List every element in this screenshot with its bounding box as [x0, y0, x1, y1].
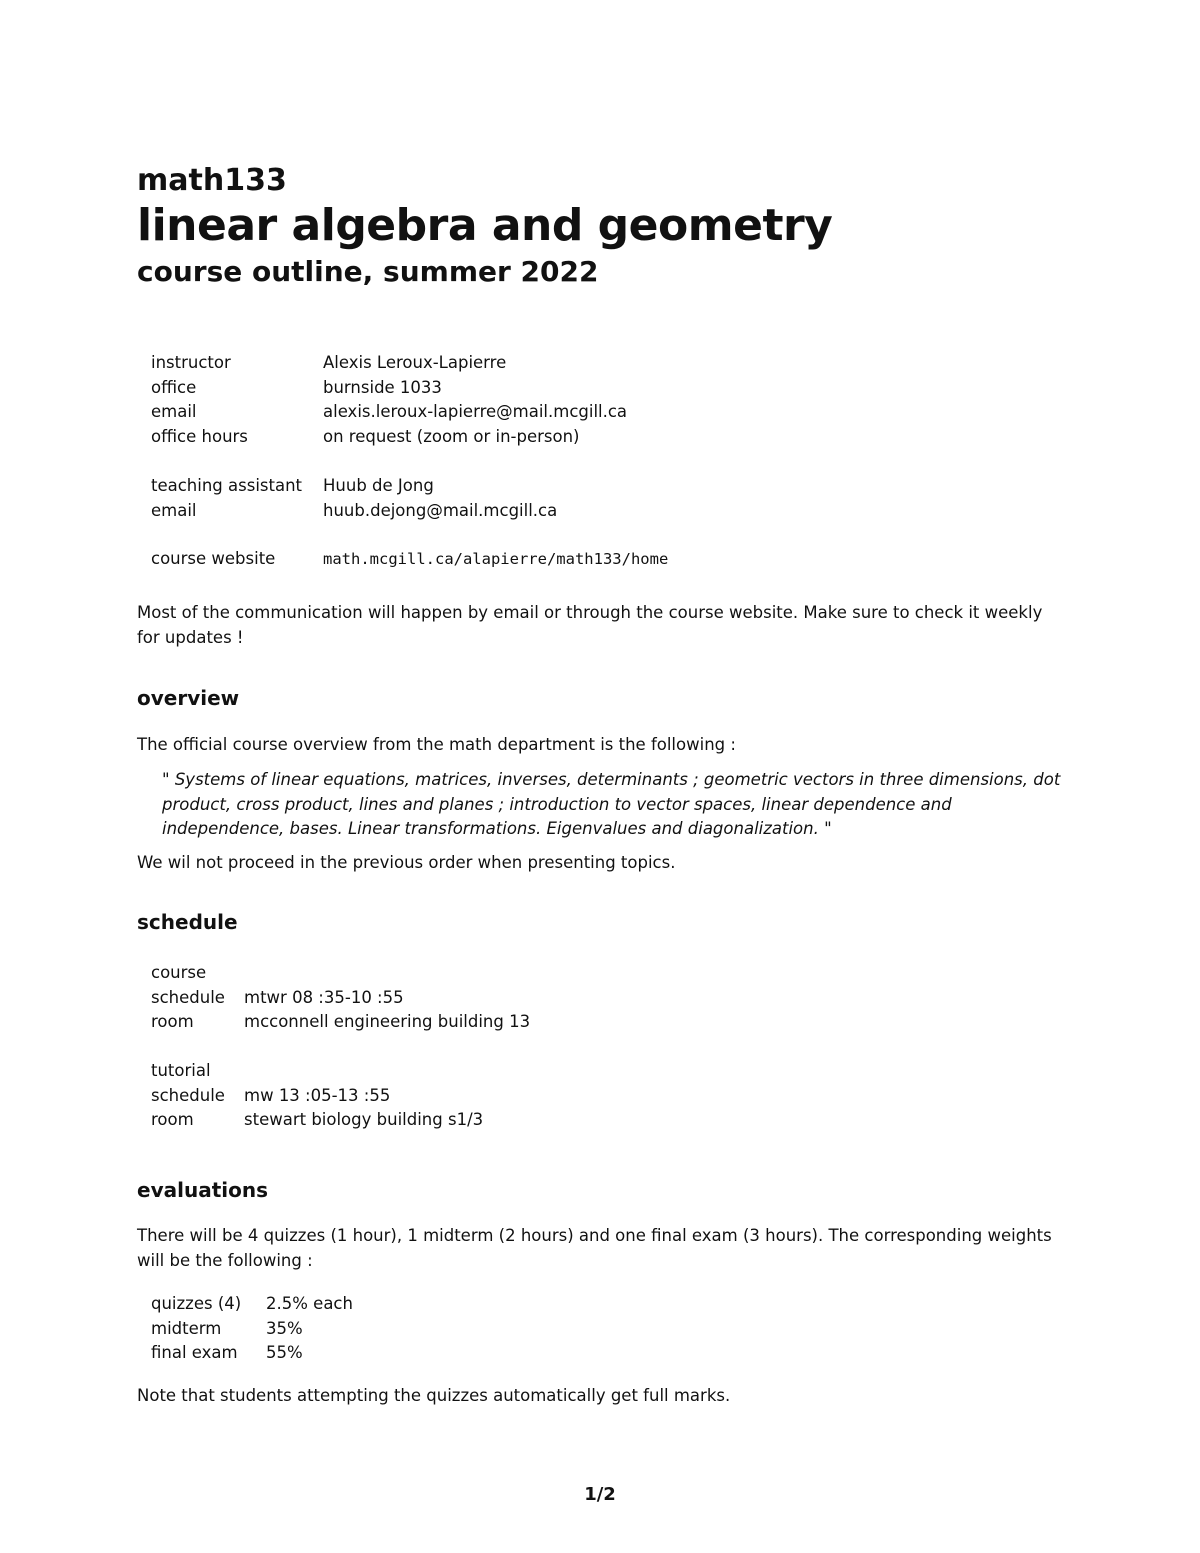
office-hours-value: on request (zoom or in-person) — [323, 426, 580, 446]
course-subtitle: course outline, summer 2022 — [137, 255, 599, 288]
course-code: math133 — [137, 163, 287, 198]
evaluations-heading: evaluations — [137, 1178, 268, 1202]
weight-label: final exam — [151, 1343, 238, 1362]
weight-value: 55% — [266, 1343, 303, 1362]
instructor-name: Alexis Leroux-Lapierre — [323, 353, 507, 372]
overview-note: We wil not proceed in the previous order when presenting topics. — [137, 853, 676, 872]
overview-quote: " Systems of linear equations, matrices, inverses, determinants ; geometric vectors in three dimensions, dot product, cross product, lines and planes ; introduction to vector spaces, linear dependence and independence, bases. Linear transformations. Eigenvalues and diagonalization. " — [162, 770, 1061, 838]
course-title: linear algebra and geometry — [137, 200, 833, 251]
ta-email: huub.dejong@mail.mcgill.ca — [323, 500, 558, 520]
group-title: tutorial — [151, 1061, 211, 1080]
schedule-value: mw 13 :05-13 :55 — [244, 1085, 391, 1105]
schedule-label: room — [151, 1110, 194, 1129]
weight-value: 35% — [266, 1318, 303, 1338]
weight-value: 2.5% each — [266, 1294, 353, 1313]
weight-label: quizzes (4) — [151, 1294, 242, 1313]
schedule-label: room — [151, 1012, 194, 1031]
info-label: course website — [151, 549, 276, 568]
schedule-label: schedule — [151, 1085, 225, 1105]
instructor-email: alexis.leroux-lapierre@mail.mcgill.ca — [323, 402, 628, 421]
info-label: teaching assistant — [151, 476, 303, 495]
room-value: stewart biology building s1/3 — [244, 1110, 484, 1129]
info-label: email — [151, 402, 197, 421]
course-website-link[interactable]: math.mcgill.ca/alapierre/math133/home — [323, 550, 669, 568]
weight-label: midterm — [151, 1318, 222, 1338]
page-number: 1/2 — [584, 1484, 616, 1505]
communication-note: Most of the communication will happen by email or through the course website. Make sure to check it weekly for updates ! — [137, 603, 1043, 647]
evaluations-intro: There will be 4 quizzes (1 hour), 1 midterm (2 hours) and one final exam (3 hours). The corresponding weights will be the following : — [137, 1226, 1052, 1270]
schedule-value: mtwr 08 :35-10 :55 — [244, 987, 404, 1007]
overview-heading: overview — [137, 686, 240, 710]
schedule-heading: schedule — [137, 910, 238, 934]
ta-name: Huub de Jong — [323, 476, 434, 495]
info-label: email — [151, 500, 197, 520]
overview-intro: The official course overview from the math department is the following : — [137, 735, 736, 754]
info-label: instructor — [151, 353, 231, 372]
group-title: course — [151, 963, 207, 982]
room-value: mcconnell engineering building 13 — [244, 1012, 531, 1031]
info-label: office hours — [151, 426, 248, 446]
office-value: burnside 1033 — [323, 377, 442, 397]
evaluations-note: Note that students attempting the quizzes automatically get full marks. — [137, 1386, 731, 1405]
schedule-label: schedule — [151, 987, 225, 1007]
info-label: office — [151, 377, 197, 397]
